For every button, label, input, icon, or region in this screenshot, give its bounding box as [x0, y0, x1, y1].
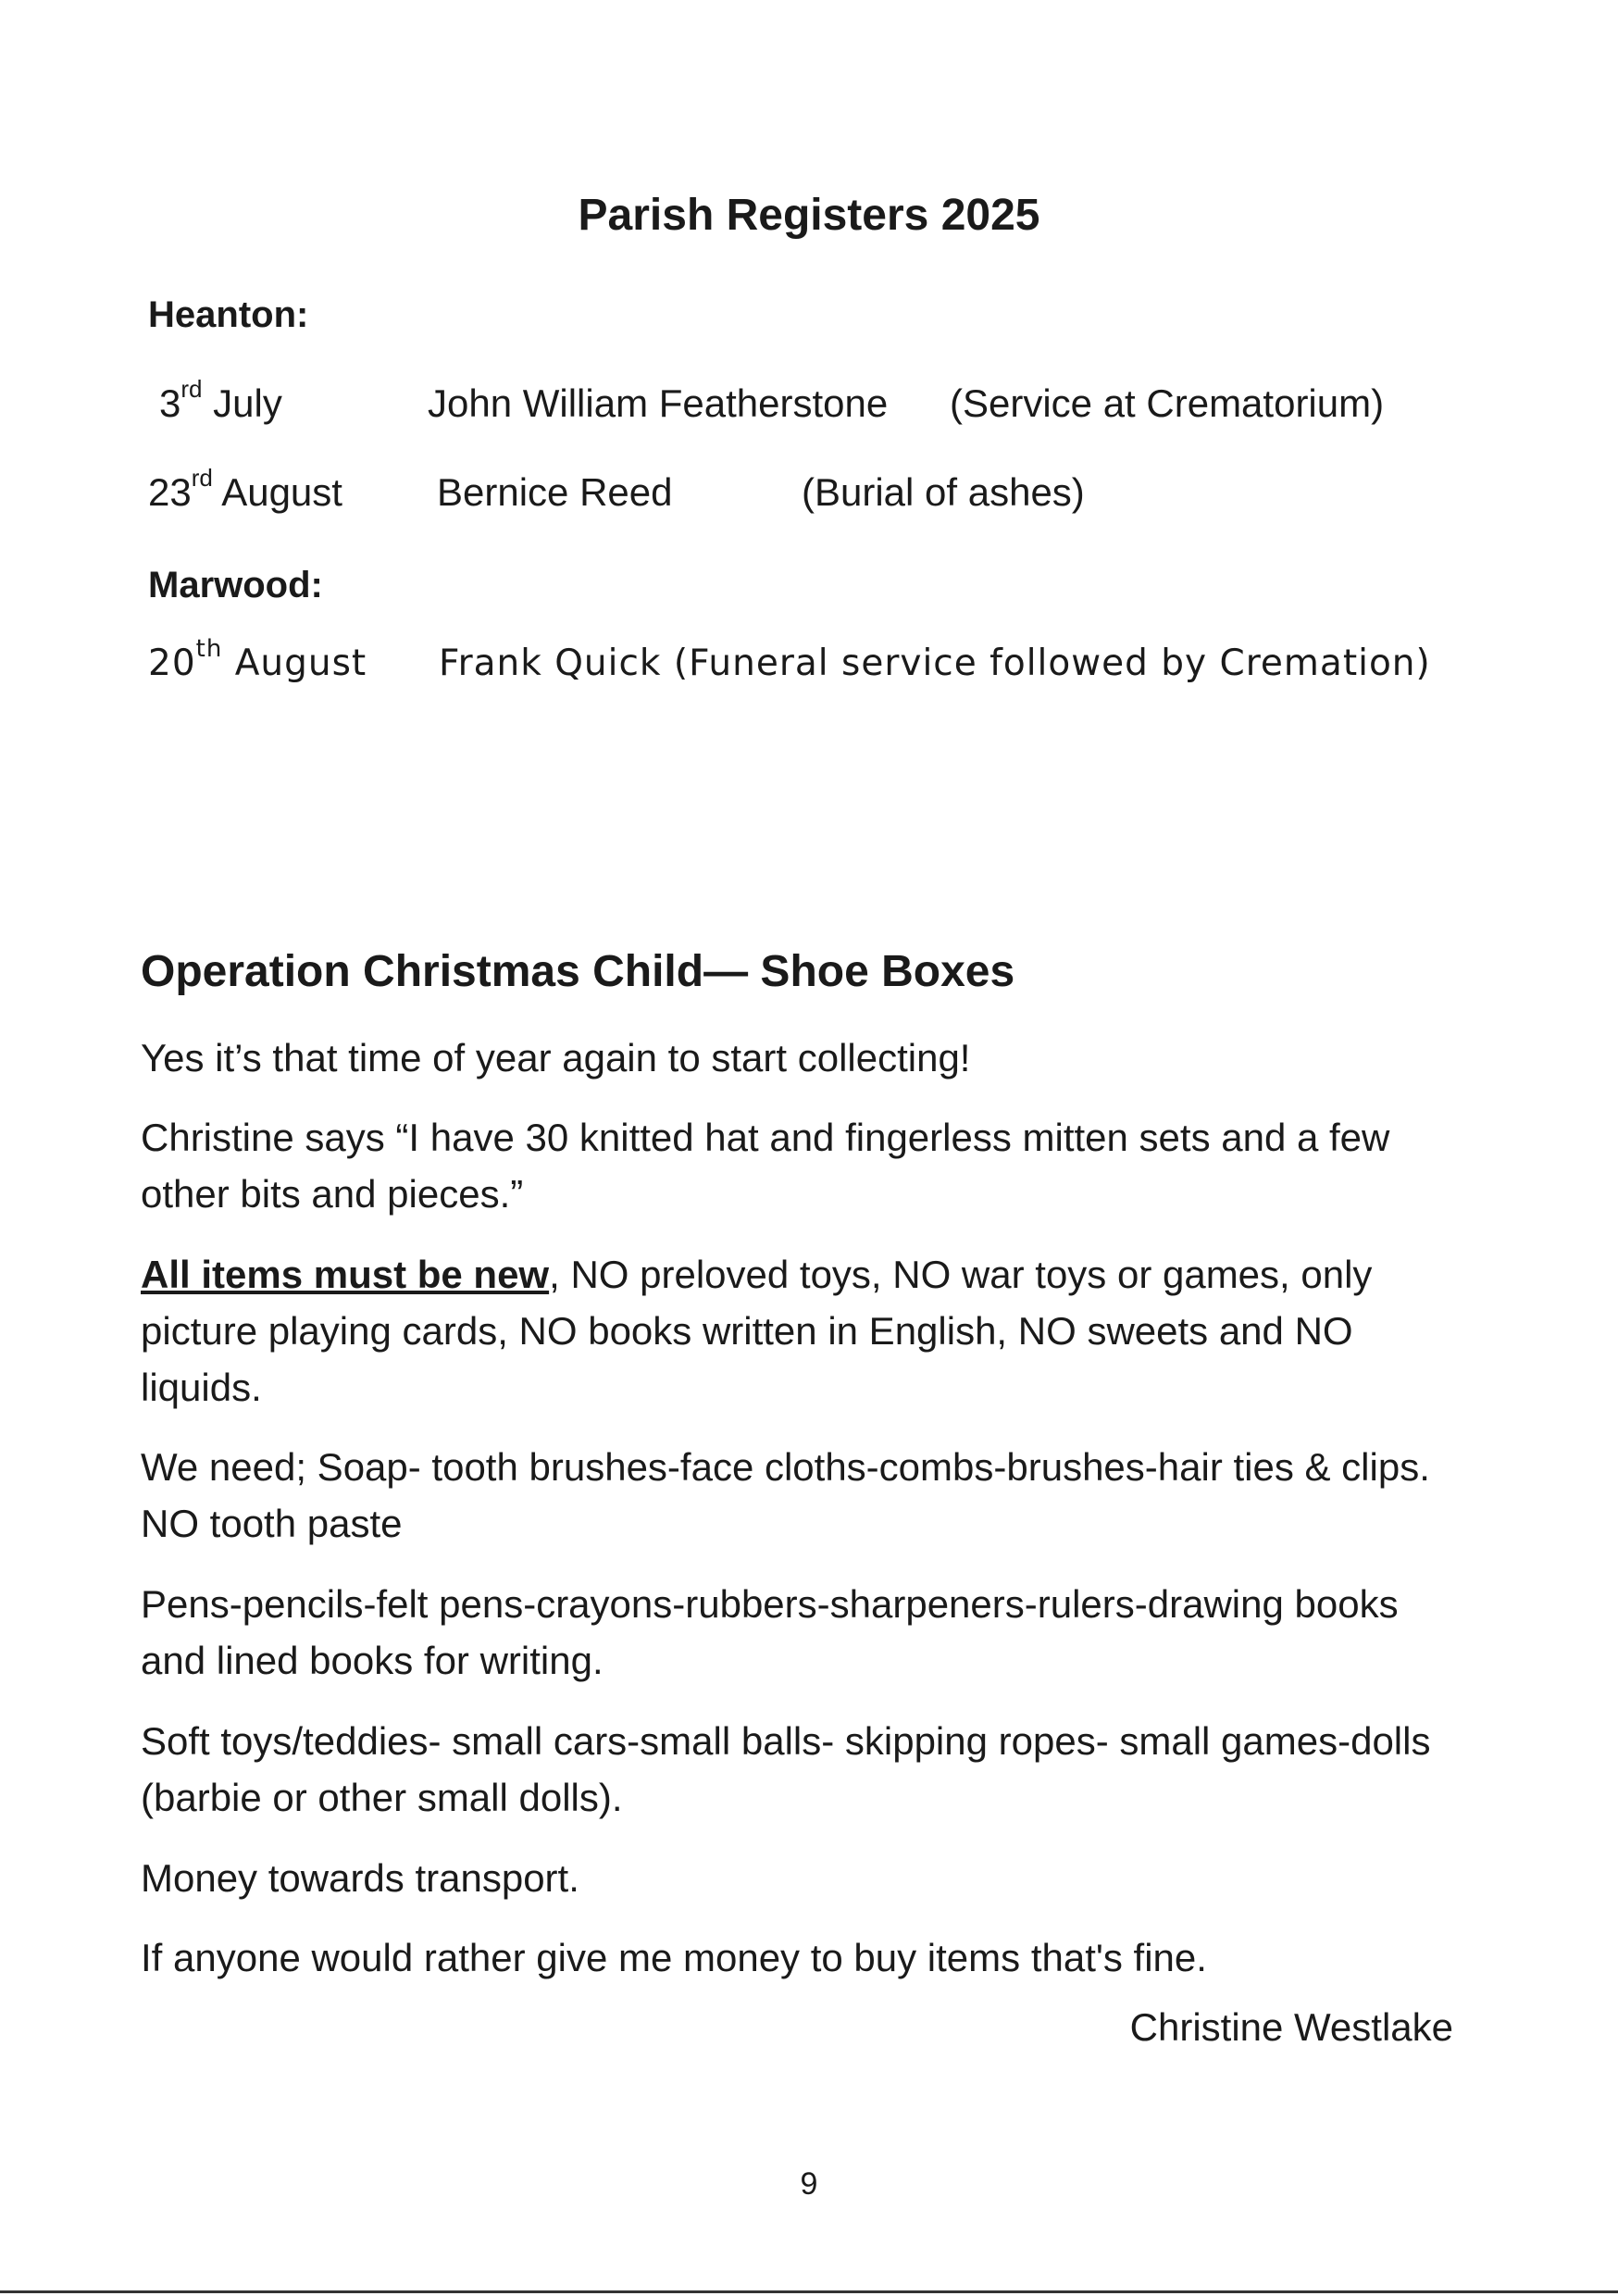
- page-bottom-rule: [0, 2290, 1618, 2293]
- marwood-label: Marwood:: [148, 565, 323, 605]
- page-number: 9: [800, 2166, 818, 2202]
- register-entry-date: [148, 464, 342, 515]
- entry-day-suffix: rd: [191, 464, 213, 492]
- entry-day: 20: [148, 643, 196, 684]
- entry-day: 3: [159, 381, 181, 425]
- quote-paragraph: Christine says “I have 30 knitted hat and fingerless mitten sets and a few other bits and pieces.”: [141, 1116, 1390, 1216]
- register-entry-name: Frank Quick: [439, 643, 662, 684]
- register-entry-name: Bernice Reed: [437, 470, 673, 514]
- register-entry-note: (Burial of ashes): [802, 470, 1085, 514]
- intro-paragraph: Yes it’s that time of year again to start collecting!: [141, 1036, 971, 1079]
- toys-paragraph: Soft toys/teddies- small cars-small balls- skipping ropes- small games-dolls (barbie or other small dolls).: [141, 1719, 1431, 1819]
- transport-paragraph: Money towards transport.: [141, 1856, 579, 1900]
- entry-month: August: [221, 470, 342, 514]
- entry-day-suffix: th: [195, 635, 223, 663]
- rules-paragraph: [141, 1246, 1474, 1416]
- section-title: Operation Christmas Child— Shoe Boxes: [141, 947, 1015, 996]
- entry-day: 23: [148, 470, 192, 514]
- entry-day-suffix: rd: [180, 375, 203, 403]
- register-entry-date: [159, 375, 282, 426]
- register-entry-note: (Service at Crematorium): [950, 381, 1385, 425]
- rules-text: , NO preloved toys, NO war toys or games, only picture playing cards, NO books written in English, NO sweets and NO liquids.: [141, 1253, 1373, 1409]
- entry-month: July: [213, 381, 282, 425]
- register-entry-name: John William Featherstone: [428, 381, 889, 425]
- heanton-label: Heanton:: [148, 294, 309, 335]
- register-entry-note: (Funeral service followed by Cremation): [673, 643, 1431, 684]
- register-entry-detail: [439, 643, 1431, 684]
- page-title: Parish Registers 2025: [578, 191, 1040, 240]
- register-entry-date: [148, 635, 367, 684]
- needs-paragraph: We need; Soap- tooth brushes-face cloths-combs-brushes-hair ties & clips. NO tooth paste: [141, 1445, 1430, 1545]
- emphasis-text: All items must be new: [141, 1253, 550, 1296]
- signature: Christine Westlake: [1129, 2005, 1453, 2049]
- money-paragraph: If anyone would rather give me money to buy items that's fine.: [141, 1936, 1207, 1979]
- entry-month: August: [234, 643, 367, 684]
- stationery-paragraph: Pens-pencils-felt pens-crayons-rubbers-sharpeners-rulers-drawing books and lined books for writing.: [141, 1582, 1399, 1682]
